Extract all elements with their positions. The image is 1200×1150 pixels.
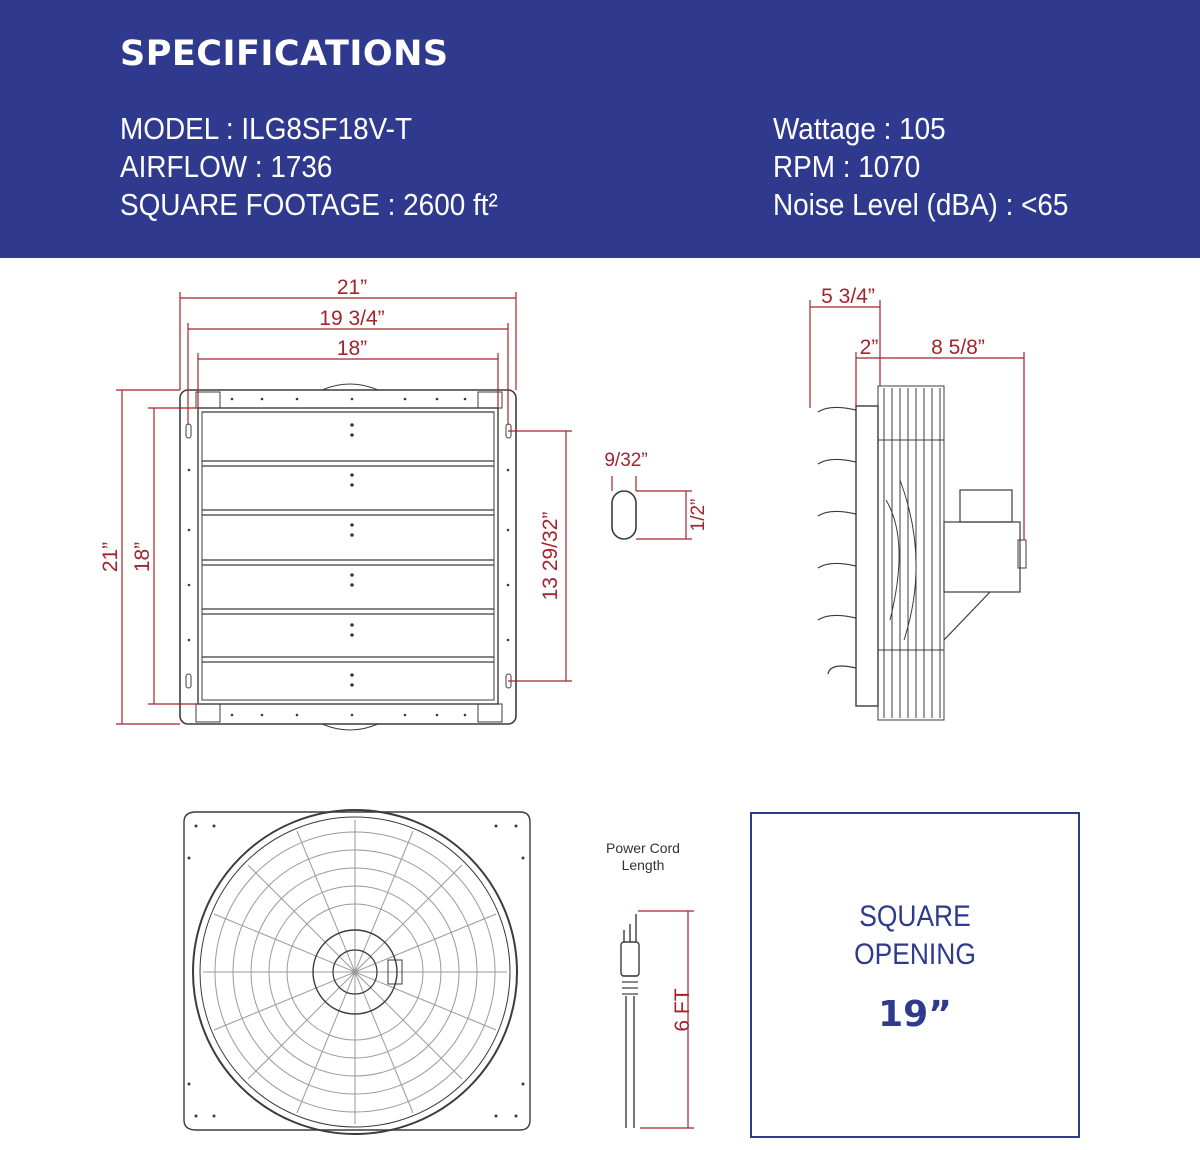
spec-square-footage: SQUARE FOOTAGE : 2600 ft² [120,187,498,222]
dim-side-flange: 2” [859,336,879,359]
dim-slot-width: 9/32” [604,450,648,471]
power-cord-label: Power Cord Length [606,840,680,873]
dim-width-inner: 18” [336,337,368,360]
dim-height-outer: 21” [99,541,122,573]
side-view [818,386,1026,720]
square-opening-size: 19” [878,994,952,1035]
spec-model: MODEL : ILG8SF18V-T [120,111,413,146]
dim-side-motor: 8 5/8” [931,336,985,359]
dim-side-depth: 5 3/4” [821,285,875,308]
spec-wattage: Wattage : 105 [773,111,946,146]
spec-airflow: AIRFLOW : 1736 [120,149,333,184]
dim-height-inner: 18” [131,541,154,573]
dim-hole-span: 13 29/32” [539,511,562,601]
dim-width-outer: 21” [336,276,368,299]
side-view-dimensions [810,300,1024,540]
dim-cord-length: 6 FT [671,988,694,1032]
square-opening-box [750,812,1080,1138]
front-view-shutter [180,384,516,730]
rear-view-fan [184,810,530,1134]
spec-noise: Noise Level (dBA) : <65 [773,187,1069,222]
square-opening-line2: OPENING [854,938,976,971]
spec-rpm: RPM : 1070 [773,149,921,184]
slot-detail [612,476,692,539]
dim-width-mid: 19 3/4” [319,307,385,330]
square-opening-line1: SQUARE [859,900,971,933]
spec-title: SPECIFICATIONS [120,34,449,74]
dim-slot-height: 1/2” [688,498,709,532]
